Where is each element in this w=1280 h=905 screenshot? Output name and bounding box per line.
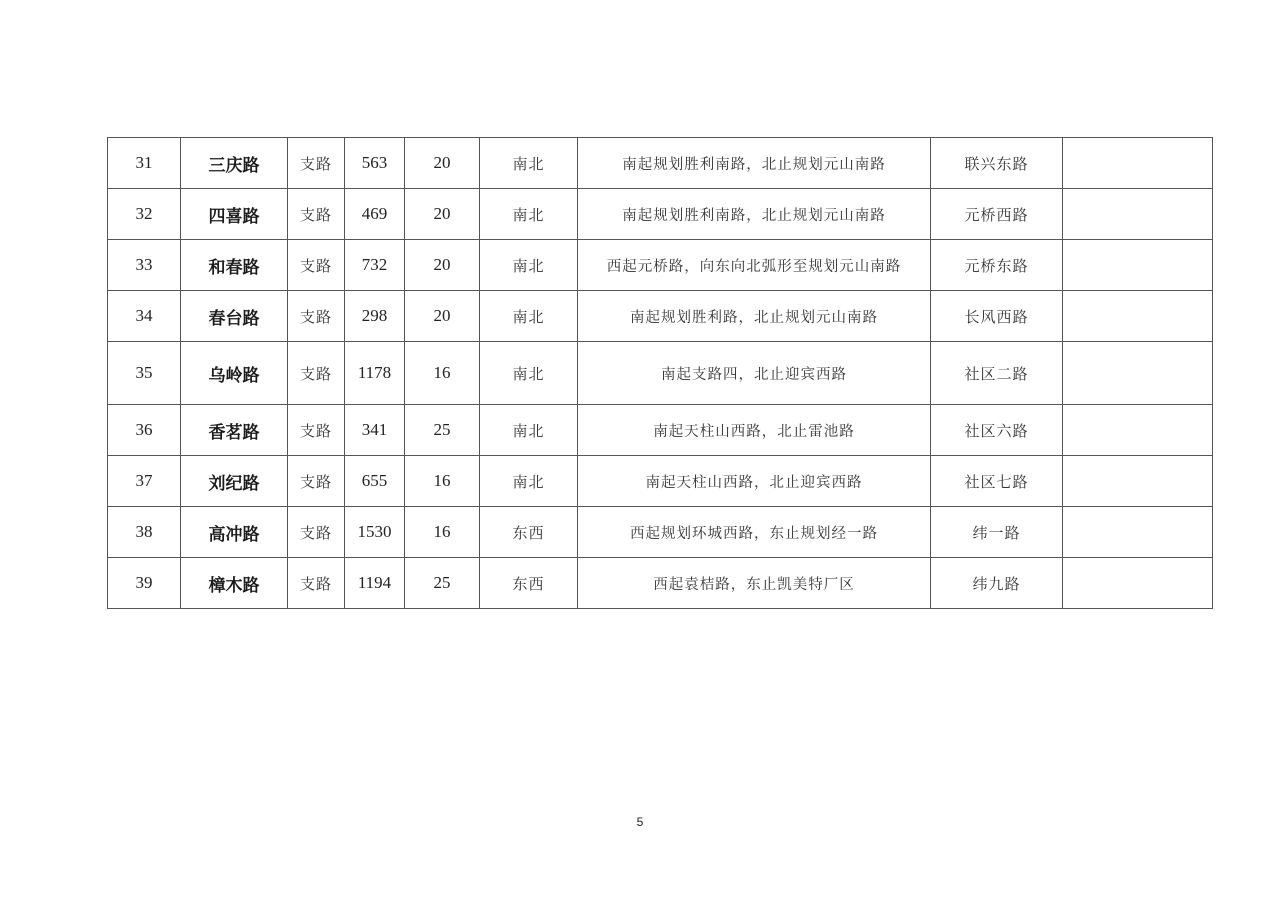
road-extent-cell: 西起规划环城西路，东止规划经一路: [578, 507, 931, 558]
road-extent-cell: 南起规划胜利南路，北止规划元山南路: [578, 138, 931, 189]
road-extent-cell: 南起规划胜利路，北止规划元山南路: [578, 291, 931, 342]
road-length-cell: 341: [345, 405, 405, 456]
row-number-cell: 34: [108, 291, 181, 342]
remark-cell: [1063, 558, 1213, 609]
road-grade-cell: 支路: [288, 291, 345, 342]
remark-cell: [1063, 240, 1213, 291]
road-width-cell: 25: [405, 558, 480, 609]
road-grade-cell: 支路: [288, 189, 345, 240]
former-name-cell: 纬九路: [931, 558, 1063, 609]
row-number-cell: 32: [108, 189, 181, 240]
road-width-cell: 20: [405, 189, 480, 240]
road-direction-cell: 东西: [480, 507, 578, 558]
road-name-cell: 春台路: [181, 291, 288, 342]
remark-cell: [1063, 189, 1213, 240]
row-number-cell: 37: [108, 456, 181, 507]
road-name-cell: 刘纪路: [181, 456, 288, 507]
former-name-cell: 元桥东路: [931, 240, 1063, 291]
road-name-cell: 樟木路: [181, 558, 288, 609]
table-row: [108, 558, 1213, 609]
road-name-cell: 四喜路: [181, 189, 288, 240]
table-row: [108, 189, 1213, 240]
road-extent-cell: 西起元桥路，向东向北弧形至规划元山南路: [578, 240, 931, 291]
road-grade-cell: 支路: [288, 456, 345, 507]
table-row: [108, 240, 1213, 291]
remark-cell: [1063, 291, 1213, 342]
road-extent-cell: 南起天柱山西路，北止雷池路: [578, 405, 931, 456]
former-name-cell: 社区六路: [931, 405, 1063, 456]
road-extent-cell: 南起天柱山西路，北止迎宾西路: [578, 456, 931, 507]
former-name-cell: 社区七路: [931, 456, 1063, 507]
road-length-cell: 1530: [345, 507, 405, 558]
road-length-cell: 563: [345, 138, 405, 189]
road-name-cell: 高冲路: [181, 507, 288, 558]
row-number-cell: 35: [108, 342, 181, 405]
road-grade-cell: 支路: [288, 138, 345, 189]
road-name-cell: 香茗路: [181, 405, 288, 456]
road-extent-cell: 西起袁桔路，东止凯美特厂区: [578, 558, 931, 609]
remark-cell: [1063, 138, 1213, 189]
table-row: [108, 342, 1213, 405]
road-direction-cell: 南北: [480, 240, 578, 291]
road-direction-cell: 南北: [480, 456, 578, 507]
road-grade-cell: 支路: [288, 558, 345, 609]
road-extent-cell: 南起支路四，北止迎宾西路: [578, 342, 931, 405]
road-length-cell: 655: [345, 456, 405, 507]
road-direction-cell: 南北: [480, 138, 578, 189]
road-length-cell: 1178: [345, 342, 405, 405]
row-number-cell: 36: [108, 405, 181, 456]
road-grade-cell: 支路: [288, 240, 345, 291]
road-name-cell: 乌岭路: [181, 342, 288, 405]
former-name-cell: 社区二路: [931, 342, 1063, 405]
road-width-cell: 20: [405, 240, 480, 291]
table-row: [108, 291, 1213, 342]
road-extent-cell: 南起规划胜利南路，北止规划元山南路: [578, 189, 931, 240]
road-direction-cell: 南北: [480, 189, 578, 240]
road-length-cell: 1194: [345, 558, 405, 609]
road-grade-cell: 支路: [288, 405, 345, 456]
former-name-cell: 纬一路: [931, 507, 1063, 558]
road-length-cell: 732: [345, 240, 405, 291]
road-width-cell: 25: [405, 405, 480, 456]
road-grade-cell: 支路: [288, 507, 345, 558]
table-row: [108, 405, 1213, 456]
road-direction-cell: 南北: [480, 342, 578, 405]
road-length-cell: 298: [345, 291, 405, 342]
former-name-cell: 元桥西路: [931, 189, 1063, 240]
row-number-cell: 33: [108, 240, 181, 291]
remark-cell: [1063, 456, 1213, 507]
road-width-cell: 16: [405, 456, 480, 507]
remark-cell: [1063, 405, 1213, 456]
road-name-cell: 和春路: [181, 240, 288, 291]
row-number-cell: 31: [108, 138, 181, 189]
remark-cell: [1063, 507, 1213, 558]
road-direction-cell: 南北: [480, 405, 578, 456]
table-body: [108, 138, 1213, 609]
road-naming-table: [107, 137, 1213, 609]
row-number-cell: 38: [108, 507, 181, 558]
road-grade-cell: 支路: [288, 342, 345, 405]
table-row: [108, 456, 1213, 507]
page-number: 5: [636, 815, 644, 829]
road-width-cell: 16: [405, 507, 480, 558]
table-row: [108, 507, 1213, 558]
former-name-cell: 联兴东路: [931, 138, 1063, 189]
road-name-cell: 三庆路: [181, 138, 288, 189]
table-row: [108, 138, 1213, 189]
road-direction-cell: 东西: [480, 558, 578, 609]
former-name-cell: 长风西路: [931, 291, 1063, 342]
row-number-cell: 39: [108, 558, 181, 609]
remark-cell: [1063, 342, 1213, 405]
road-width-cell: 20: [405, 291, 480, 342]
road-direction-cell: 南北: [480, 291, 578, 342]
road-width-cell: 20: [405, 138, 480, 189]
road-length-cell: 469: [345, 189, 405, 240]
road-width-cell: 16: [405, 342, 480, 405]
